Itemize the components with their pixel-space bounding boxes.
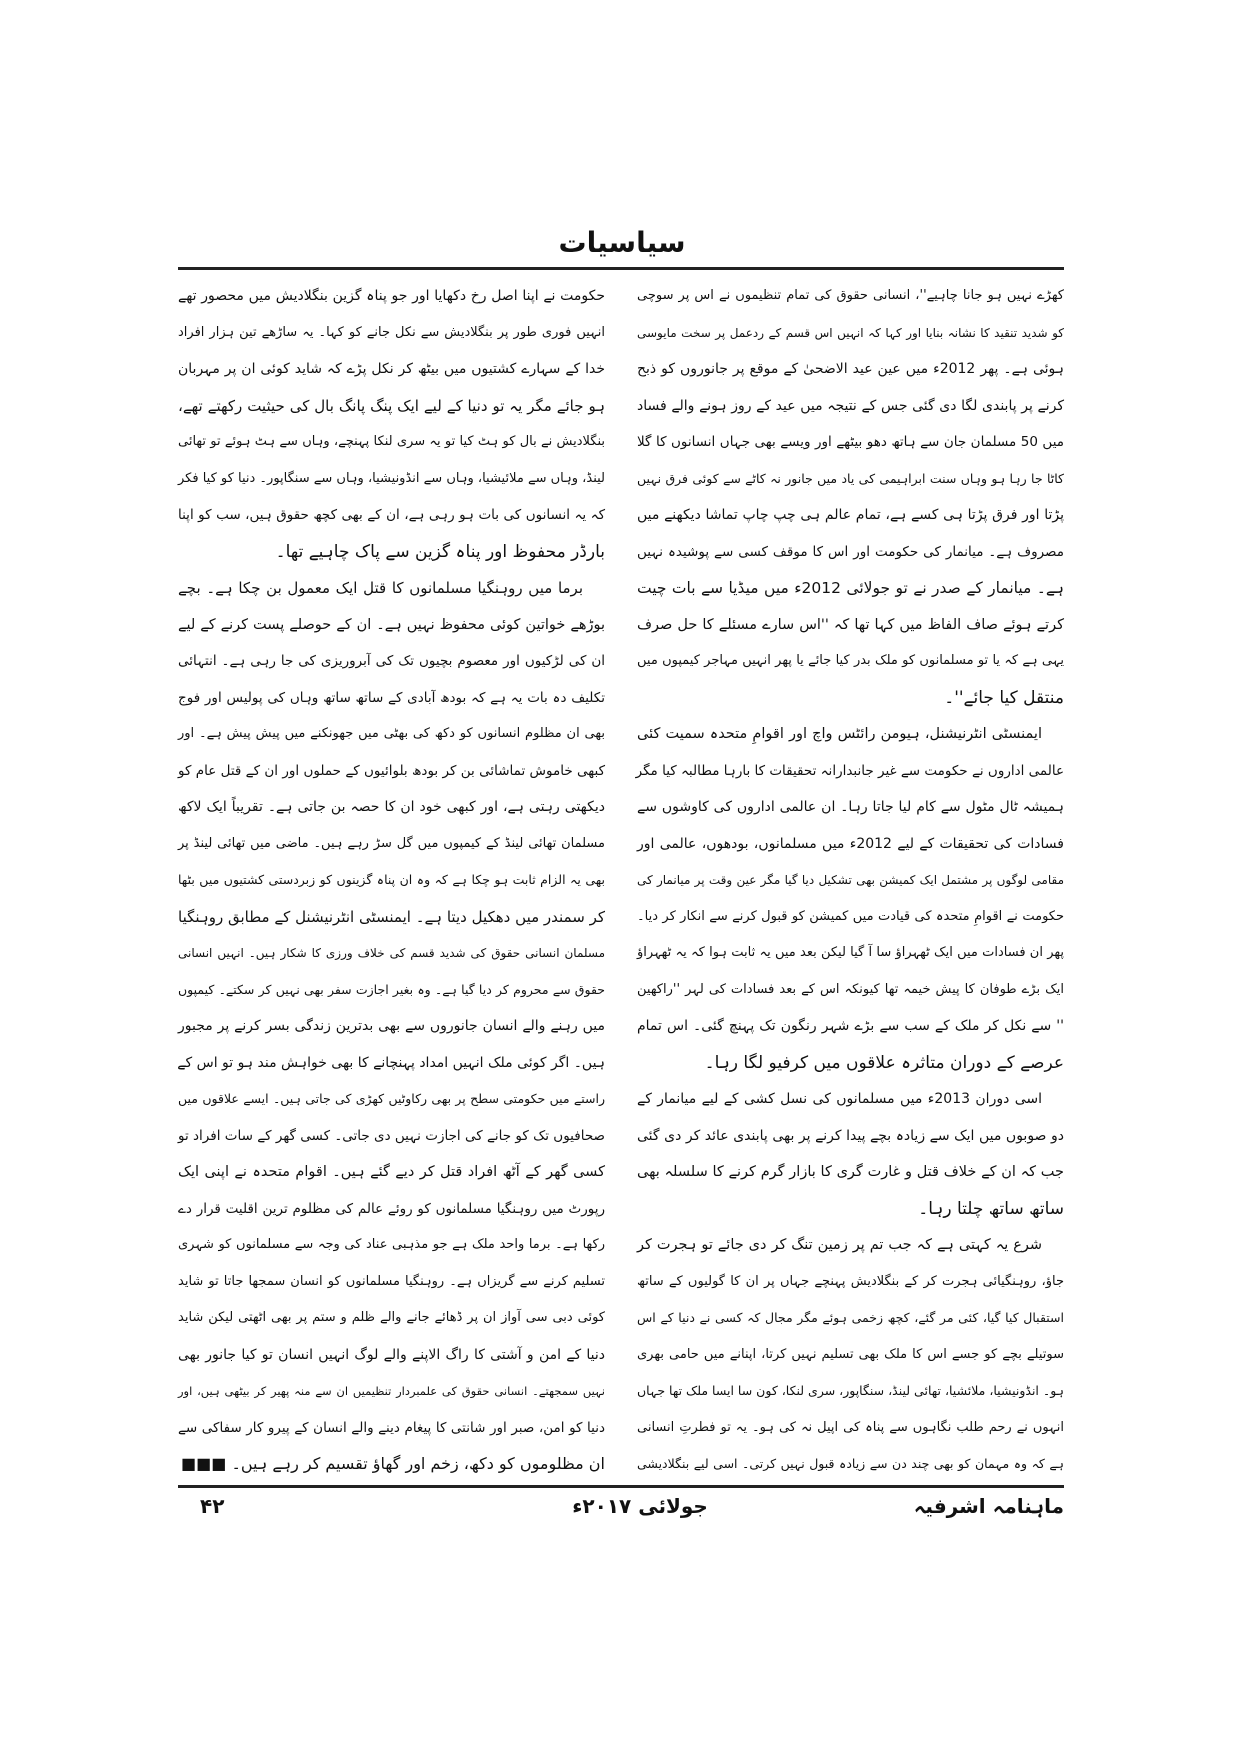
text-line: ہوئی ہے۔ پھر 2012ء میں عین عید الاضحیٰ کے موقع پر جانوروں کو ذبح [637, 361, 1064, 377]
text-line: ہو۔ انڈونیشیا، ملائشیا، تھائی لینڈ، سنگاپور، سری لنکا، کون سا ایسا ملک تھا جہاں [637, 1383, 1064, 1398]
text-line: جب کہ ان کے خلاف قتل و غارت گری کا بازار گرم کرنے کا سلسلہ بھی [637, 1164, 1064, 1180]
text-line: لینڈ، وہاں سے ملائیشیا، وہاں سے انڈونیشیا، وہاں سے سنگاپور۔ دنیا کو کیا فکر [178, 470, 605, 486]
text-line: انہوں نے رحم طلب نگاہوں سے پناہ کی اپیل نہ کی ہو۔ یہ تو فطرتِ انسانی [637, 1419, 1064, 1435]
text-line: استقبال کیا گیا، کئی مر گئے، کچھ زخمی ہوئے مگر مجال کہ کسی نے دنیا کے اس [637, 1310, 1064, 1325]
text-line: تسلیم کرنے سے گریزاں ہے۔ روہنگیا مسلمانوں کو انسان سمجھا جاتا تو شاید [178, 1273, 605, 1289]
text-line: کھڑے نہیں ہو جانا چاہیے''، انسانی حقوق کی تمام تنظیموں نے اس پر سوچی [637, 288, 1064, 303]
text-line: بھی ان مظلوم انسانوں کو دکھ کی بھٹی میں جھونکنے میں پیش پیش ہے۔ اور [178, 726, 605, 741]
section-title: سیاسیات [558, 226, 686, 259]
magazine-name: ماہنامہ اشرفیہ [913, 1494, 1064, 1518]
text-line: ہے۔ میانمار کے صدر نے تو جولائی 2012ء میں میڈیا سے بات چیت [637, 579, 1065, 597]
text-line: میں 50 مسلمان جان سے ہاتھ دھو بیٹھے اور ویسے بھی جہاں انسانوں کا گلا [637, 434, 1065, 450]
text-line: عالمی اداروں نے حکومت سے غیر جانبدارانہ تحقیقات کا بارہا مطالبہ کیا مگر [635, 762, 1064, 779]
text-line: بنگلادیش نے بال کو ہٹ کیا تو یہ سری لنکا پہنچے، وہاں سے ہٹ ہوئے تو تھائی [178, 434, 605, 449]
paragraph [637, 1081, 1064, 1227]
text-line: فسادات کی تحقیقات کے لیے 2012ء میں مسلمانوں، بودھوں، عالمی اور [637, 835, 1064, 852]
text-line: کو شدید تنقید کا نشانہ بنایا اور کہا کہ انہیں اس قسم کے ردعمل پر سخت مایوسی [637, 325, 1064, 340]
text-line: شرع یہ کہتی ہے کہ جب تم پر زمین تنگ کر دی جائے تو ہجرت کر [637, 1237, 1042, 1253]
text-line: مصروف ہے۔ میانمار کی حکومت اور اس کا موقف کسی سے پوشیدہ نہیں [637, 543, 1064, 560]
text-line: صحافیوں تک کو جانے کی اجازت نہیں دی جاتی۔ کسی گھر کے سات افراد تو [178, 1127, 605, 1144]
footer-divider [178, 1485, 1064, 1488]
text-line: کوئی دبی سی آواز ان پر ڈھائے جانے والے ظلم و ستم پر بھی اٹھتی لیکن شاید [178, 1310, 605, 1325]
text-line: کرتے ہوئے صاف الفاظ میں کہا تھا کہ ''اس سارے مسئلے کا حل صرف [637, 616, 1064, 633]
text-line: عرصے کے دوران متاثرہ علاقوں میں کرفیو لگا رہا۔ [704, 1052, 1064, 1073]
text-line: ان مظلوموں کو دکھ، زخم اور گھاؤ تقسیم کر رہے ہیں۔ ■■■ [181, 1454, 605, 1473]
paragraph [178, 570, 605, 1483]
left-column [178, 278, 605, 1483]
text-line: ایک بڑے طوفان کا پیش خیمہ تھا کیونکہ اس کے بعد فسادات کی لہر ''راکھین [637, 981, 1064, 997]
text-line: میں رہنے والے انسان جانوروں سے بھی بدترین زندگی بسر کرنے پر مجبور [178, 1018, 605, 1034]
text-line: انہیں فوری طور پر بنگلادیش سے نکل جانے کو کہا۔ یہ ساڑھے تین ہزار افراد [178, 324, 605, 340]
text-line: منتقل کیا جائے''۔ [944, 687, 1064, 708]
text-line: دنیا کو امن، صبر اور شانتی کا پیغام دینے والے انسان کے پیرو کار سفاکی سے [178, 1419, 605, 1436]
text-line: ہیں۔ اگر کوئی ملک انہیں امداد پہنچانے کا بھی خواہش مند ہو تو اس کے [177, 1054, 605, 1071]
text-line: پڑتا اور فرق پڑتا ہی کسے ہے، تمام عالم ہی چپ چاپ تماشا دیکھنے میں [637, 507, 1064, 523]
text-line: رکھا ہے۔ برما واحد ملک ہے جو مذہبی عناد کی وجہ سے مسلمانوں کو شہری [178, 1237, 605, 1252]
text-line: تکلیف دہ بات یہ ہے کہ بودھ آبادی کے ساتھ ساتھ وہاں کی پولیس اور فوج [178, 689, 605, 706]
text-line: کبھی خاموش تماشائی بن کر بودھ بلوائیوں کے حملوں اور ان کے قتل عام کو [178, 762, 605, 779]
text-line: مسلمان تھائی لینڈ کے کیمپوں میں گل سڑ رہے ہیں۔ ماضی میں تھائی لینڈ پر [178, 835, 605, 851]
page-number: ۴۲ [200, 1494, 225, 1518]
text-line: بوڑھے خواتین کوئی محفوظ نہیں ہے۔ ان کے حوصلے پست کرنے کے لیے [178, 616, 605, 633]
text-line: دنیا کے امن و آشتی کا راگ الاپنے والے لوگ انہیں انسان تو کیا جانور بھی [178, 1346, 605, 1363]
issue-date: جولائی ۲۰۱۷ء [572, 1494, 708, 1518]
text-line: حکومت نے اقوامِ متحدہ کی قیادت میں کمیشن کو قبول کرنے سے انکار کر دیا۔ [637, 908, 1064, 924]
text-line: بارڈر محفوظ اور پناہ گزین سے پاک چاہیے تھا۔ [275, 541, 605, 562]
right-column [637, 278, 1064, 1483]
text-line: مقامی لوگوں پر مشتمل ایک کمیشن بھی تشکیل دیا گیا مگر عین وقت پر میانمار کی [637, 873, 1064, 887]
text-line: جاؤ، روہنگیائی ہجرت کر کے بنگلادیش پہنچے جہاں پر ان کا گولیوں کے ساتھ [637, 1273, 1064, 1289]
text-line: سوتیلے بچے کو جسے اس کا ملک بھی تسلیم نہیں کرتا، اپنانے میں حامی بھری [637, 1346, 1064, 1362]
text-line: کسی گھر کے آٹھ افراد قتل کر دیے گئے ہیں۔ اقوام متحدہ نے اپنی ایک [178, 1164, 605, 1180]
text-line: راستے میں حکومتی سطح پر بھی رکاوٹیں کھڑی کی جاتی ہیں۔ ایسے علاقوں میں [178, 1091, 605, 1106]
text-line: '' سے نکل کر ملک کے سب سے بڑے شہر رنگون تک پہنچ گئی۔ اس تمام [637, 1018, 1064, 1034]
text-line: کرنے پر پابندی لگا دی گئی جس کے نتیجہ میں عید کے روز ہونے والے فساد [637, 397, 1064, 414]
text-line: دیکھتی رہتی ہے، اور کبھی خود ان کا حصہ بن جاتی ہے۔ تقریباً ایک لاکھ [178, 799, 605, 815]
text-line: کاٹا جا رہا ہو وہاں سنت ابراہیمی کی یاد میں جانور نہ کاٹے سے کوئی فرق نہیں [637, 470, 1064, 486]
text-line: حقوق سے محروم کر دیا گیا ہے۔ وہ بغیر اجازت سفر بھی نہیں کر سکتے۔ کیمپوں [178, 981, 606, 997]
text-line: ساتھ ساتھ چلتا رہا۔ [918, 1198, 1064, 1219]
text-line: رپورٹ میں روہنگیا مسلمانوں کو روئے عالم کی مظلوم ترین اقلیت قرار دے [178, 1200, 605, 1217]
text-line: مسلمان انسانی حقوق کی شدید قسم کی خلاف ورزی کا شکار ہیں۔ انہیں انسانی [178, 946, 605, 960]
text-line: نہیں سمجھتے۔ انسانی حقوق کی علمبردار تنظیمیں ان سے منہ پھیر کر بیٹھی ہیں، اور [178, 1384, 605, 1398]
header-divider [178, 267, 1064, 270]
text-line: برما میں روہنگیا مسلمانوں کا قتل ایک معمول بن چکا ہے۔ بچے [178, 579, 583, 597]
text-line: خدا کے سہارے کشتیوں میں بیٹھ کر نکل پڑے کہ شاید کوئی ان پر مہربان [178, 361, 605, 377]
text-line: ان کی لڑکیوں اور معصوم بچیوں تک کی آبروریزی کی جا رہی ہے۔ انتہائی [178, 653, 605, 669]
text-line: بھی یہ الزام ثابت ہو چکا ہے کہ وہ ان پناہ گزینوں کو زبردستی کشتیوں میں بٹھا [178, 872, 605, 887]
text-line: ایمنسٹی انٹرنیشنل، ہیومن رائٹس واچ اور اقوامِ متحدہ سمیت کئی [637, 726, 1042, 742]
text-line: ہے کہ وہ مہمان کو بھی چند دن سے زیادہ قبول نہیں کرتی۔ اسی لیے بنگلادیشی [637, 1456, 1064, 1471]
text-line: دو صوبوں میں ایک سے زیادہ بچے پیدا کرنے پر بھی پابندی عائد کر دی گئی [637, 1127, 1064, 1144]
text-line: کہ یہ انسانوں کی بات ہو رہی ہے، ان کے بھی کچھ حقوق ہیں، سب کو اپنا [178, 507, 605, 523]
text-line: یہی ہے کہ یا تو مسلمانوں کو ملک بدر کیا جائے یا پھر انہیں مہاجر کیمپوں میں [637, 653, 1064, 668]
text-line: کر سمندر میں دھکیل دیتا ہے۔ ایمنسٹی انٹرنیشنل کے مطابق روہنگیا [178, 907, 605, 926]
paragraph [178, 278, 605, 570]
text-line: پھر ان فسادات میں ایک ٹھہراؤ سا آ گیا لیکن بعد میں یہ ثابت ہوا کہ یہ ٹھہراؤ [637, 945, 1064, 960]
text-line: حکومت نے اپنا اصل رخ دکھایا اور جو پناہ گزین بنگلادیش میں محصور تھے [178, 288, 605, 304]
text-line: اسی دوران 2013ء میں مسلمانوں کی نسل کشی کے لیے میانمار کے [637, 1091, 1042, 1107]
text-line: ہو جائے مگر یہ تو دنیا کے لیے ایک پنگ پانگ بال کی حیثیت رکھتے تھے، [178, 396, 605, 415]
text-line: ہمیشہ ٹال مٹول سے کام لیا جاتا رہا۔ ان عالمی اداروں کی کاوشوں سے [637, 799, 1064, 815]
paragraph [637, 1227, 1064, 1483]
paragraph [637, 716, 1064, 1081]
paragraph [637, 278, 1064, 716]
